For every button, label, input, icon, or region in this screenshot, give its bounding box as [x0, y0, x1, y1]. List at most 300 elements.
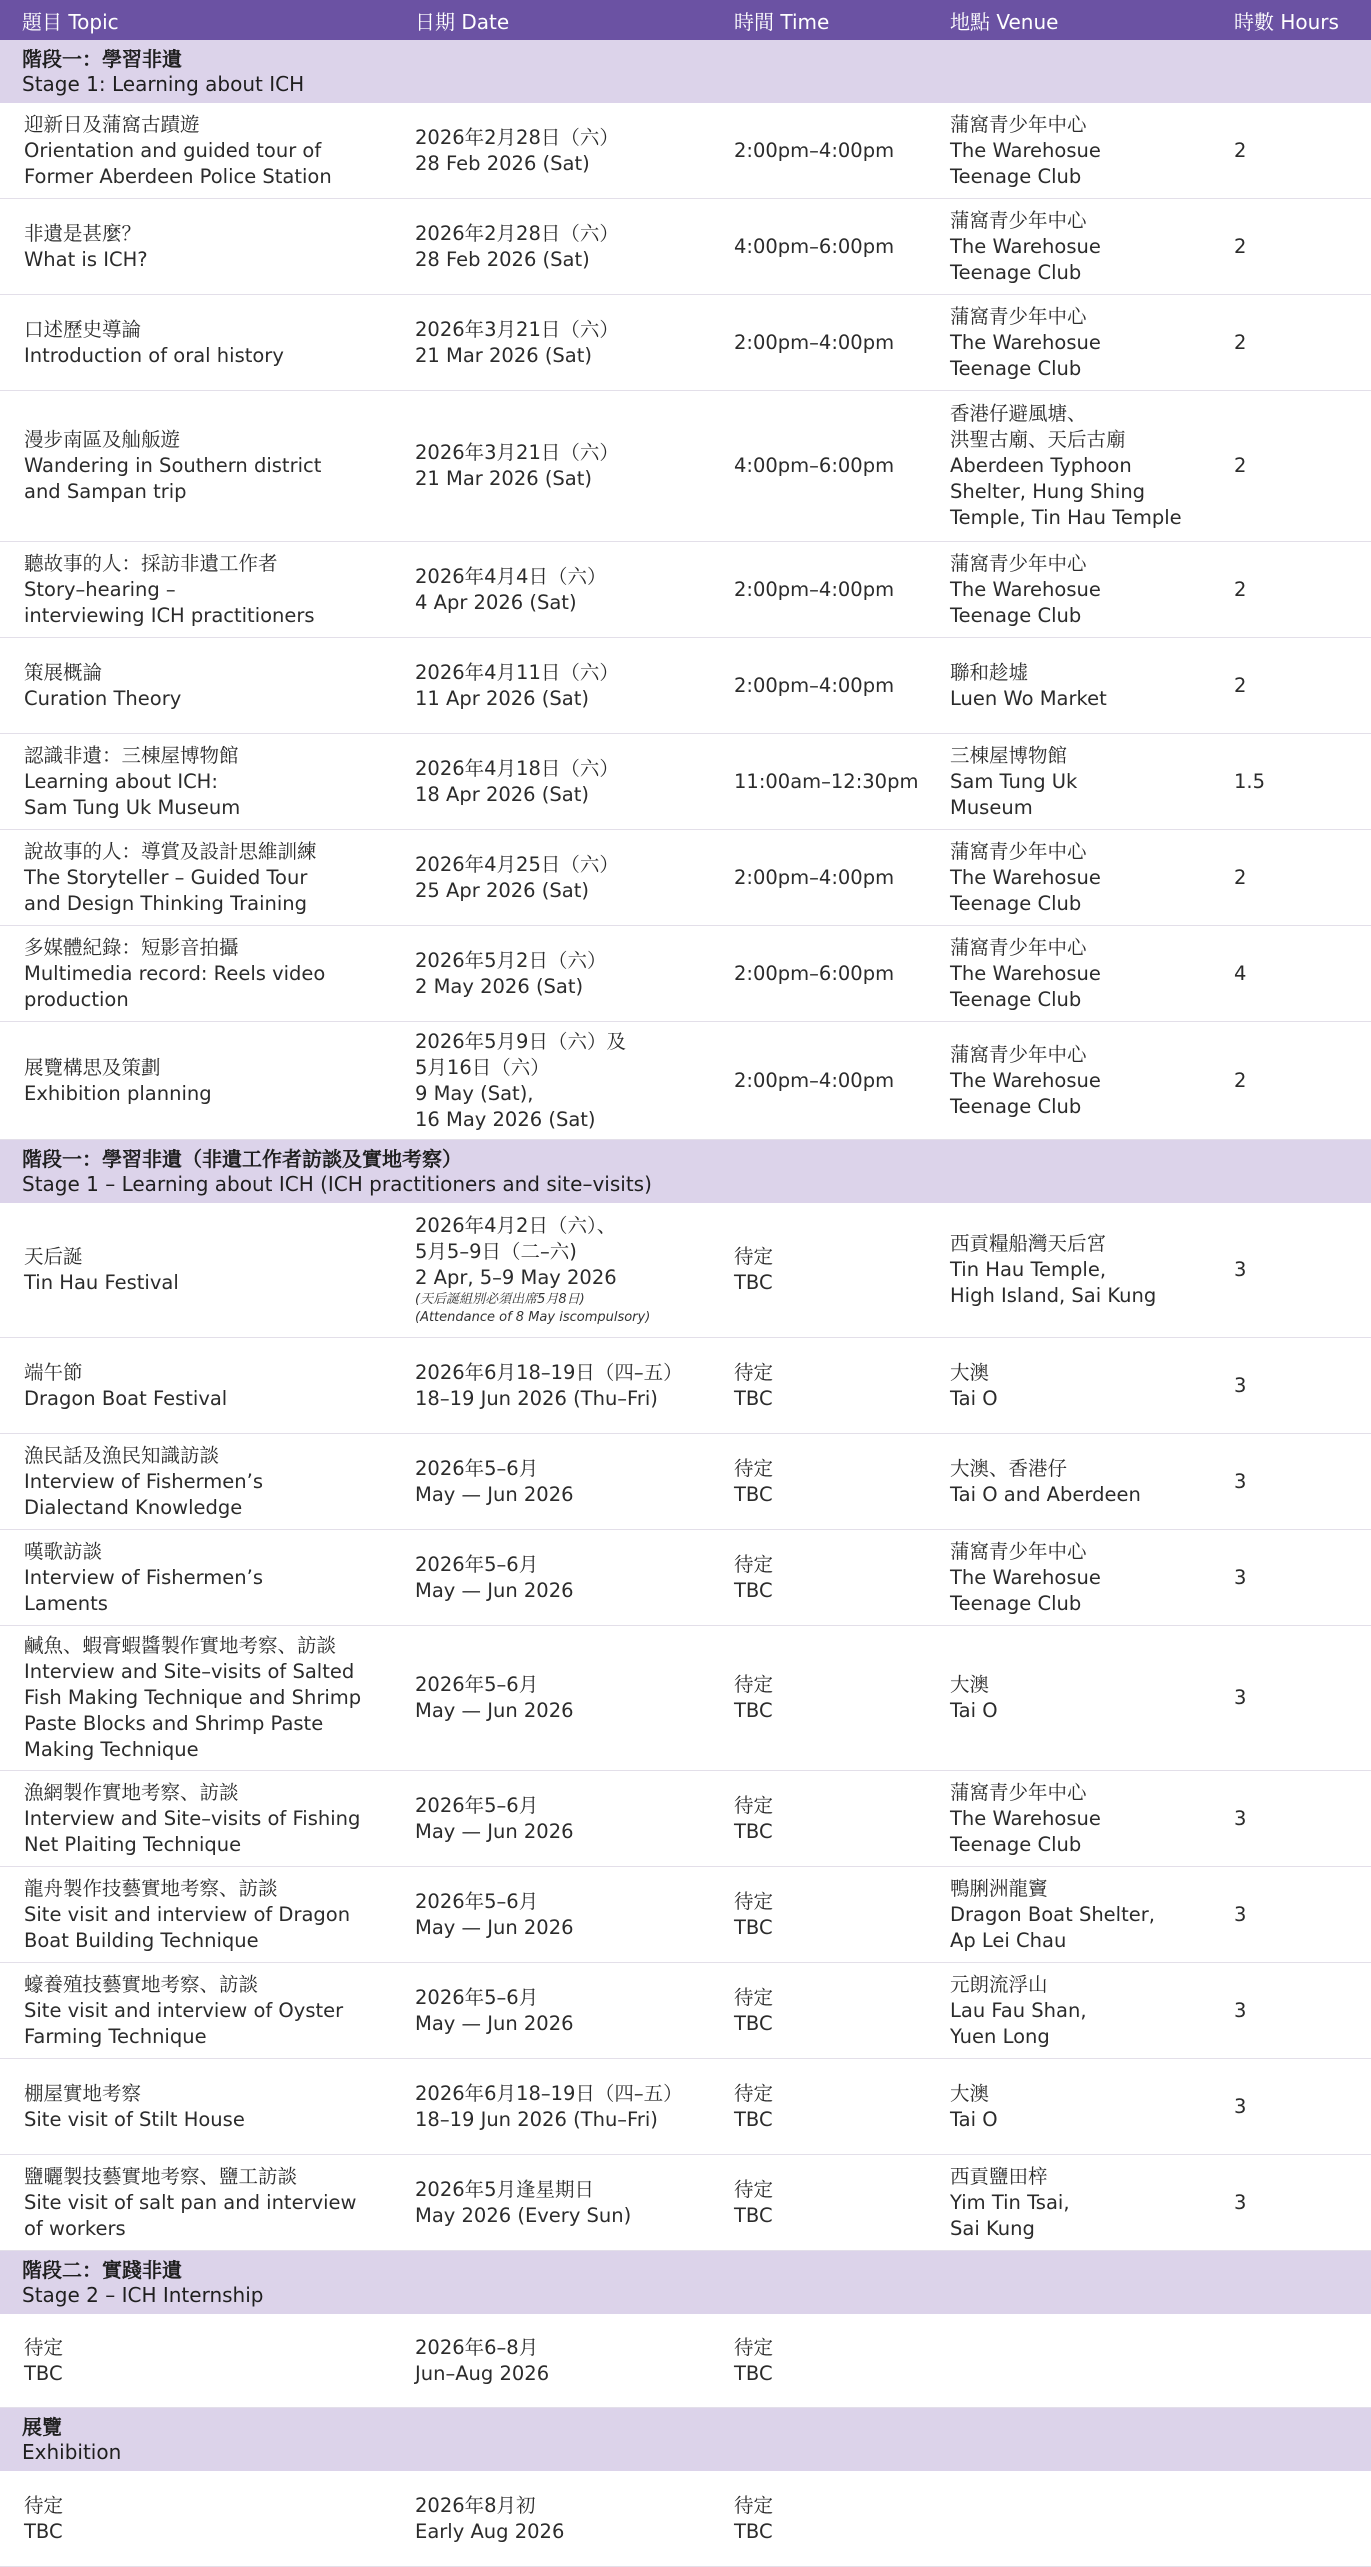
topic-cell	[0, 1972, 391, 2050]
cell-line: 2026年6月18–19日（四–五）	[415, 1360, 683, 1384]
date-cell	[391, 2177, 710, 2229]
topic-cell	[0, 1443, 391, 1521]
cell-line: The Warehosue	[950, 138, 1101, 162]
cell-line: 2:00pm–4:00pm	[734, 577, 895, 601]
cell-line: 2026年5–6月	[415, 1673, 539, 1696]
cell-line: May 2026 (Every Sun)	[415, 2203, 632, 2227]
cell-line: 待定	[734, 1245, 774, 1268]
cell-line: 棚屋實地考察	[24, 2081, 142, 2105]
date-cell	[391, 440, 710, 492]
table-row	[0, 199, 1371, 295]
cell-line: The Warehosue	[950, 1806, 1101, 1830]
cell-line: 說故事的人：導賞及設計思維訓練	[24, 839, 317, 863]
venue-cell	[926, 1876, 1210, 1954]
cell-line: 大澳	[950, 1673, 990, 1696]
section-title-en: Exhibition	[22, 2439, 122, 2464]
cell-line: Learning about ICH:	[24, 769, 218, 793]
time-cell	[710, 769, 926, 795]
cell-line: 待定	[734, 2177, 774, 2201]
cell-line: Introduction of oral history	[24, 343, 284, 367]
venue-cell	[926, 839, 1210, 917]
cell-line: 認識非遺：三棟屋博物館	[24, 743, 239, 767]
venue-cell	[926, 1042, 1210, 1120]
cell-line: What is ICH?	[24, 247, 148, 271]
cell-line: Aberdeen Typhoon	[950, 454, 1132, 477]
table-row	[0, 542, 1371, 638]
table-row	[0, 1338, 1371, 1434]
cell-line: TBC	[734, 1915, 773, 1939]
cell-line: 蒲窩青少年中心	[950, 551, 1087, 575]
cell-line: Interview and Site–visits of Salted	[24, 1660, 355, 1683]
cell-line: production	[24, 987, 129, 1011]
venue-cell	[926, 1780, 1210, 1858]
time-cell	[710, 138, 926, 164]
section-title-zh: 階段一：學習非遺（非遺工作者訪談及實地考察）	[22, 1146, 462, 1171]
cell-line: 21 Mar 2026 (Sat)	[415, 343, 593, 367]
cell-line: 25 Apr 2026 (Sat)	[415, 878, 589, 902]
cell-line: Shelter, Hung Shing	[950, 480, 1146, 503]
venue-cell	[926, 1539, 1210, 1617]
header-date: 日期 Date	[415, 9, 510, 34]
cell-line: Teenage Club	[950, 356, 1082, 380]
time-cell	[710, 1985, 926, 2037]
cell-line: Teenage Club	[950, 1591, 1082, 1615]
cell-line: 16 May 2026 (Sat)	[415, 1107, 596, 1131]
cell-line: 18–19 Jun 2026 (Thu–Fri)	[415, 2107, 658, 2131]
cell-line: 2026年5月9日（六）及	[415, 1029, 626, 1053]
cell-line: 2026年5–6月	[415, 1985, 539, 2009]
cell-line: 嘆歌訪談	[24, 1539, 103, 1563]
cell-line: Interview of Fishermen’s	[24, 1469, 263, 1493]
cell-line: 元朗流浮山	[950, 1972, 1048, 1996]
topic-cell	[0, 2081, 391, 2133]
topic-cell	[0, 551, 391, 629]
cell-line: 4:00pm–6:00pm	[734, 454, 895, 477]
topic-cell	[0, 2164, 391, 2242]
table-row	[0, 2155, 1371, 2251]
topic-cell	[0, 112, 391, 190]
cell-line: The Warehosue	[950, 1068, 1101, 1092]
time-cell	[710, 2177, 926, 2229]
header-venue: 地點 Venue	[950, 9, 1059, 34]
cell-line: 2:00pm–6:00pm	[734, 961, 895, 985]
table-row	[0, 1434, 1371, 1530]
cell-line: The Warehosue	[950, 577, 1101, 601]
venue-cell	[926, 1972, 1210, 2050]
cell-line: and Design Thinking Training	[24, 891, 308, 915]
time-cell	[710, 961, 926, 987]
cell-line: of workers	[24, 2216, 126, 2240]
hours-cell: 2	[1234, 577, 1247, 601]
hours-cell: 2	[1234, 1068, 1247, 1092]
topic-cell	[0, 1876, 391, 1954]
cell-line: Tai O	[950, 1699, 998, 1722]
cell-line: Interview and Site–visits of Fishing	[24, 1806, 361, 1830]
cell-line: Interview of Fishermen’s	[24, 1565, 263, 1589]
cell-line: Teenage Club	[950, 603, 1082, 627]
cell-line: The Warehosue	[950, 234, 1101, 258]
section-title-en: Stage 2 – ICH Internship	[22, 2282, 264, 2307]
topic-cell	[0, 1360, 391, 1412]
cell-line: Early Aug 2026	[415, 2519, 565, 2543]
date-cell	[391, 1456, 710, 1508]
cell-line: Dragon Boat Shelter,	[950, 1902, 1155, 1926]
time-cell	[710, 1360, 926, 1412]
cell-line: TBC	[734, 1699, 773, 1722]
cell-line: Site visit and interview of Oyster	[24, 1998, 344, 2022]
cell-line: 2026年6–8月	[415, 2335, 539, 2359]
cell-line: 11 Apr 2026 (Sat)	[415, 686, 589, 710]
table-row	[0, 2471, 1371, 2567]
cell-line: TBC	[734, 2203, 773, 2227]
cell-line: Ap Lei Chau	[950, 1928, 1067, 1952]
time-cell	[710, 2335, 926, 2387]
cell-line: 2:00pm–4:00pm	[734, 330, 895, 354]
header-hours: 時數 Hours	[1234, 9, 1339, 34]
hours-cell: 3	[1234, 2190, 1247, 2214]
cell-line: Lau Fau Shan,	[950, 1998, 1087, 2022]
cell-line: 2026年2月28日（六）	[415, 125, 619, 149]
date-note: (Attendance of 8 May iscompulsory)	[415, 1310, 651, 1325]
cell-line: Making Technique	[24, 1738, 199, 1761]
date-cell	[391, 1793, 710, 1845]
cell-line: 展覽構思及策劃	[24, 1055, 161, 1079]
cell-line: 2026年5月2日（六）	[415, 948, 607, 972]
hours-cell: 2	[1234, 138, 1247, 162]
table-row	[0, 734, 1371, 830]
cell-line: 龍舟製作技藝實地考察、訪談	[24, 1876, 278, 1900]
venue-cell	[926, 1360, 1210, 1412]
section-header	[0, 2251, 1371, 2314]
cell-line: 2026年5月逢星期日	[415, 2177, 595, 2201]
cell-line: 11:00am–12:30pm	[734, 769, 919, 793]
cell-line: interviewing ICH practitioners	[24, 603, 315, 627]
hours-cell: 2	[1234, 673, 1247, 697]
time-cell	[710, 577, 926, 603]
topic-cell	[0, 660, 391, 712]
time-cell	[710, 234, 926, 260]
cell-line: 聽故事的人：採訪非遺工作者	[24, 551, 278, 575]
table-row	[0, 830, 1371, 926]
cell-line: May — Jun 2026	[415, 1578, 574, 1602]
cell-line: The Warehosue	[950, 330, 1101, 354]
venue-cell	[926, 401, 1210, 531]
cell-line: TBC	[734, 1271, 773, 1294]
venue-cell	[926, 2081, 1210, 2133]
cell-line: Site visit of salt pan and interview	[24, 2190, 357, 2214]
cell-line: 28 Feb 2026 (Sat)	[415, 151, 590, 175]
cell-line: 大澳、香港仔	[950, 1456, 1068, 1480]
cell-line: TBC	[734, 2011, 773, 2035]
cell-line: 待定	[734, 1360, 774, 1384]
header-time: 時間 Time	[734, 9, 830, 34]
date-cell	[391, 2081, 710, 2133]
section-title-en: Stage 1: Learning about ICH	[22, 71, 305, 96]
date-cell	[391, 852, 710, 904]
cell-line: 蠔養殖技藝實地考察、訪談	[24, 1972, 259, 1996]
cell-line: 2:00pm–4:00pm	[734, 673, 895, 697]
cell-line: The Warehosue	[950, 865, 1101, 889]
cell-line: 待定	[24, 2335, 64, 2359]
time-cell	[710, 1793, 926, 1845]
topic-cell	[0, 935, 391, 1013]
cell-line: 迎新日及蒲窩古蹟遊	[24, 112, 200, 136]
cell-line: 28 Feb 2026 (Sat)	[415, 247, 590, 271]
hours-cell: 3	[1234, 1258, 1247, 1281]
table-header	[0, 0, 1371, 40]
topic-cell	[0, 317, 391, 369]
cell-line: Farming Technique	[24, 2024, 207, 2048]
cell-line: Former Aberdeen Police Station	[24, 164, 332, 188]
date-cell	[391, 948, 710, 1000]
time-cell	[710, 2081, 926, 2133]
section-title-zh: 階段一：學習非遺	[22, 46, 182, 71]
cell-line: 香港仔避風塘、	[950, 402, 1087, 425]
cell-line: TBC	[734, 2107, 773, 2131]
cell-line: Teenage Club	[950, 260, 1082, 284]
table-row	[0, 103, 1371, 199]
topic-cell	[0, 1539, 391, 1617]
cell-line: 2026年2月28日（六）	[415, 221, 619, 245]
cell-line: TBC	[734, 1819, 773, 1843]
cell-line: 2026年4月4日（六）	[415, 564, 607, 588]
cell-line: 蒲窩青少年中心	[950, 1780, 1087, 1804]
cell-line: Temple, Tin Hau Temple	[950, 506, 1182, 529]
topic-cell	[0, 839, 391, 917]
time-cell	[710, 2493, 926, 2545]
cell-line: Tai O	[950, 1386, 998, 1410]
cell-line: 2026年4月18日（六）	[415, 756, 619, 780]
cell-line: TBC	[734, 2519, 773, 2543]
cell-line: 2026年5–6月	[415, 1889, 539, 1913]
table-body	[0, 40, 1371, 2567]
cell-line: 大澳	[950, 2081, 990, 2105]
section-header	[0, 1140, 1371, 1203]
cell-line: Wandering in Southern district	[24, 454, 322, 477]
hours-cell: 1.5	[1234, 769, 1266, 793]
topic-cell	[0, 1780, 391, 1858]
cell-line: May — Jun 2026	[415, 2011, 574, 2035]
cell-line: 21 Mar 2026 (Sat)	[415, 467, 593, 490]
cell-line: 蒲窩青少年中心	[950, 839, 1087, 863]
cell-line: 2026年3月21日（六）	[415, 317, 619, 341]
cell-line: High Island, Sai Kung	[950, 1284, 1157, 1307]
cell-line: Net Plaiting Technique	[24, 1832, 242, 1856]
venue-cell	[926, 551, 1210, 629]
topic-cell	[0, 221, 391, 273]
cell-line: May — Jun 2026	[415, 1482, 574, 1506]
cell-line: 三棟屋博物館	[950, 743, 1068, 767]
time-cell	[710, 1672, 926, 1724]
hours-cell: 2	[1234, 865, 1247, 889]
cell-line: 2026年8月初	[415, 2493, 536, 2517]
hours-cell: 3	[1234, 2094, 1247, 2118]
cell-line: 待定	[734, 1552, 774, 1576]
cell-line: Sai Kung	[950, 2216, 1035, 2240]
table-row	[0, 295, 1371, 391]
cell-line: 口述歷史導論	[24, 317, 142, 341]
cell-line: 漫步南區及舢舨遊	[24, 428, 181, 451]
date-note: (天后誕組別必須出席5月8日)	[415, 1292, 585, 1307]
cell-line: 待定	[734, 2493, 774, 2517]
cell-line: The Storyteller – Guided Tour	[24, 865, 308, 889]
time-cell	[710, 1552, 926, 1604]
cell-line: 2026年4月2日（六）、	[415, 1214, 617, 1237]
cell-line: 大澳	[950, 1360, 990, 1384]
date-cell	[391, 756, 710, 808]
table-row	[0, 2314, 1371, 2408]
venue-cell	[926, 1672, 1210, 1724]
cell-line: Site visit of Stilt House	[24, 2107, 245, 2131]
cell-line: Luen Wo Market	[950, 686, 1107, 710]
cell-line: 2 May 2026 (Sat)	[415, 974, 584, 998]
cell-line: Tin Hau Festival	[24, 1271, 179, 1294]
venue-cell	[926, 208, 1210, 286]
section-title-en: Stage 1 – Learning about ICH (ICH practitioners and site–visits)	[22, 1171, 652, 1196]
venue-cell	[926, 304, 1210, 382]
cell-line: 蒲窩青少年中心	[950, 1539, 1087, 1563]
date-cell	[391, 221, 710, 273]
date-cell	[391, 2335, 710, 2387]
header-topic: 題目 Topic	[22, 9, 119, 34]
cell-line: 洪聖古廟、天后古廟	[950, 428, 1126, 451]
time-cell	[710, 673, 926, 699]
time-cell	[710, 1889, 926, 1941]
cell-line: Story–hearing –	[24, 577, 176, 601]
cell-line: 18–19 Jun 2026 (Thu–Fri)	[415, 1386, 658, 1410]
hours-cell: 3	[1234, 1806, 1247, 1830]
cell-line: 鹹魚、蝦膏蝦醬製作實地考察、訪談	[24, 1634, 337, 1657]
cell-line: Dragon Boat Festival	[24, 1386, 228, 1410]
cell-line: Multimedia record: Reels video	[24, 961, 326, 985]
cell-line: Sam Tung Uk	[950, 769, 1078, 793]
cell-line: 待定	[734, 2081, 774, 2105]
venue-cell	[926, 112, 1210, 190]
cell-line: 端午節	[24, 1360, 83, 1384]
cell-line: May — Jun 2026	[415, 1915, 574, 1939]
table-row	[0, 638, 1371, 734]
cell-line: 2026年4月11日（六）	[415, 660, 619, 684]
venue-cell	[926, 743, 1210, 821]
cell-line: Tai O	[950, 2107, 998, 2131]
date-cell	[391, 2493, 710, 2545]
cell-line: 西貢糧船灣天后宮	[950, 1232, 1107, 1255]
cell-line: 待定	[734, 1889, 774, 1913]
cell-line: 策展概論	[24, 660, 103, 684]
section-header	[0, 40, 1371, 103]
cell-line: 待定	[734, 2335, 774, 2359]
cell-line: Teenage Club	[950, 891, 1082, 915]
table-row	[0, 926, 1371, 1022]
cell-line: 非遺是甚麼？	[24, 221, 142, 245]
cell-line: Curation Theory	[24, 686, 182, 710]
venue-cell	[926, 1456, 1210, 1508]
hours-cell: 3	[1234, 1902, 1247, 1926]
section-title-zh: 展覽	[22, 2414, 62, 2439]
cell-line: May — Jun 2026	[415, 1699, 574, 1722]
cell-line: 鹽曬製技藝實地考察、鹽工訪談	[24, 2164, 298, 2188]
cell-line: 蒲窩青少年中心	[950, 304, 1087, 328]
date-cell	[391, 1985, 710, 2037]
topic-cell	[0, 2493, 391, 2545]
date-cell	[391, 1029, 710, 1133]
hours-cell: 3	[1234, 1998, 1247, 2022]
cell-line: Orientation and guided tour of	[24, 138, 322, 162]
cell-line: Teenage Club	[950, 1832, 1082, 1856]
cell-line: 蒲窩青少年中心	[950, 112, 1087, 136]
topic-cell	[0, 743, 391, 821]
cell-line: 2 Apr, 5–9 May 2026	[415, 1266, 617, 1289]
time-cell	[710, 1456, 926, 1508]
table-row	[0, 1867, 1371, 1963]
cell-line: 待定	[24, 2493, 64, 2517]
cell-line: Teenage Club	[950, 164, 1082, 188]
date-cell	[391, 564, 710, 616]
date-cell	[391, 1889, 710, 1941]
cell-line: 蒲窩青少年中心	[950, 1042, 1087, 1066]
cell-line: Tai O and Aberdeen	[950, 1482, 1141, 1506]
cell-line: Laments	[24, 1591, 108, 1615]
time-cell	[710, 1068, 926, 1094]
cell-line: 蒲窩青少年中心	[950, 208, 1087, 232]
date-cell	[391, 660, 710, 712]
table-row	[0, 1963, 1371, 2059]
topic-cell	[0, 1055, 391, 1107]
cell-line: 西貢鹽田梓	[950, 2164, 1048, 2188]
date-cell	[391, 1360, 710, 1412]
cell-line: Yim Tin Tsai,	[950, 2190, 1070, 2214]
cell-line: 待定	[734, 1456, 774, 1480]
time-cell	[710, 453, 926, 479]
table-row	[0, 1530, 1371, 1626]
hours-cell: 3	[1234, 1686, 1247, 1709]
table-row	[0, 391, 1371, 542]
cell-line: Site visit and interview of Dragon	[24, 1902, 351, 1926]
cell-line: 蒲窩青少年中心	[950, 935, 1087, 959]
table-row	[0, 1203, 1371, 1338]
cell-line: Paste Blocks and Shrimp Paste	[24, 1712, 324, 1735]
cell-line: TBC	[734, 1578, 773, 1602]
date-cell	[391, 1552, 710, 1604]
cell-line: TBC	[734, 1386, 773, 1410]
date-cell	[391, 1213, 710, 1327]
table-row	[0, 1626, 1371, 1771]
time-cell	[710, 865, 926, 891]
cell-line: Dialectand Knowledge	[24, 1495, 243, 1519]
cell-line: Teenage Club	[950, 1094, 1082, 1118]
cell-line: Yuen Long	[950, 2024, 1050, 2048]
cell-line: Boat Building Technique	[24, 1928, 259, 1952]
table-row	[0, 1771, 1371, 1867]
cell-line: 待定	[734, 1673, 774, 1696]
hours-cell: 2	[1234, 330, 1247, 354]
cell-line: 4 Apr 2026 (Sat)	[415, 590, 577, 614]
cell-line: 5月5–9日（二–六)	[415, 1240, 577, 1263]
hours-cell: 3	[1234, 1565, 1247, 1589]
cell-line: 待定	[734, 1793, 774, 1817]
cell-line: 2:00pm–4:00pm	[734, 865, 895, 889]
cell-line: 聯和趁墟	[950, 660, 1029, 684]
cell-line: TBC	[734, 1482, 773, 1506]
cell-line: 4:00pm–6:00pm	[734, 234, 895, 258]
cell-line: 2026年6月18–19日（四–五）	[415, 2081, 683, 2105]
hours-cell: 3	[1234, 1469, 1247, 1493]
date-cell	[391, 125, 710, 177]
cell-line: 9 May (Sat),	[415, 1081, 534, 1105]
venue-cell	[926, 1231, 1210, 1309]
time-cell	[710, 1244, 926, 1296]
cell-line: 漁網製作實地考察、訪談	[24, 1780, 239, 1804]
